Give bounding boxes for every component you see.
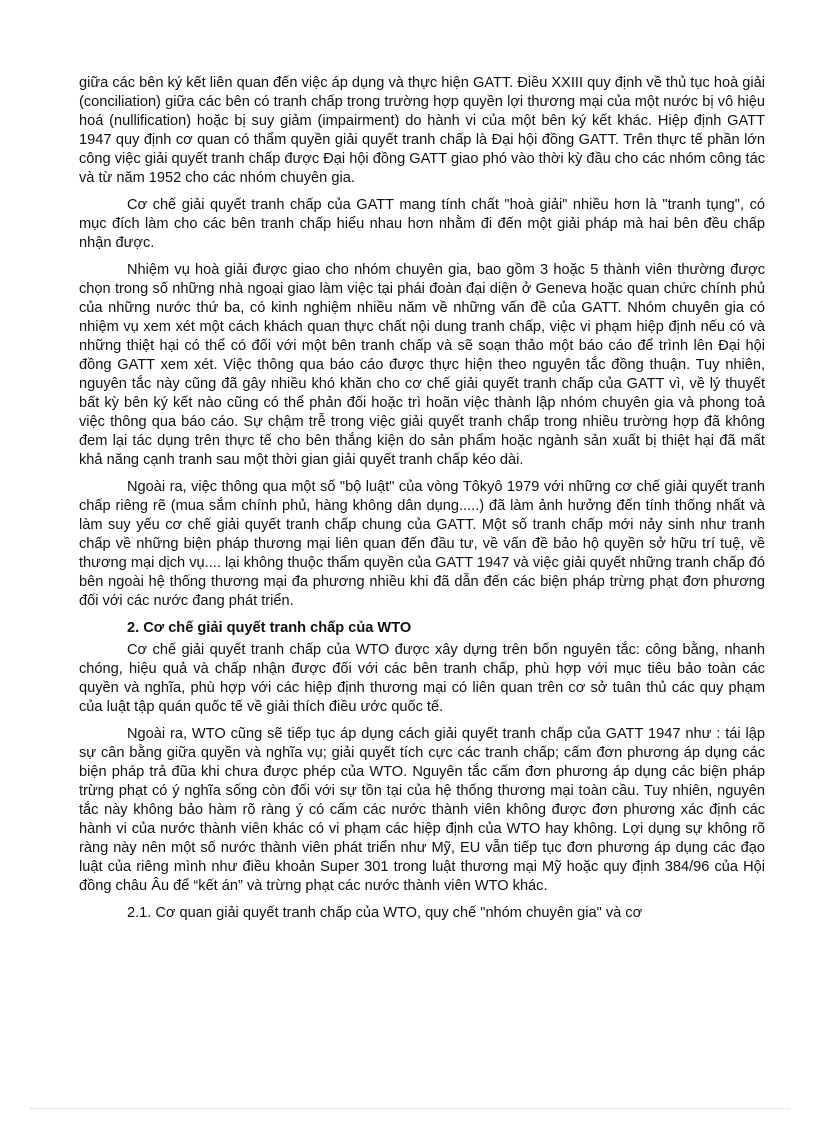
paragraph-wto-unilateral: Ngoài ra, WTO cũng sẽ tiếp tục áp dụng cách giải quyết tranh chấp của GATT 1947 như : tái lập sự cân bằng giữa quyền và nghĩa vụ; giải quyết tích cực các tranh chấp; cấm đơn phương áp dụng các biện pháp trả đũa khi chưa được phép của WTO. Nguyên tắc cấm đơn phương áp dụng các biện pháp trừng phạt có ý nghĩa sống còn đối với sự tồn tại của hệ thống thương mại toàn cầu. Tuy nhiên, nguyên tắc này không bảo hàm rõ ràng ý có cấm các nước thành viên không được đơn phương xác định các hành vi của nước thành viên khác có vi phạm các hiệp định của WTO hay không. Lợi dụng sự không rõ ràng này nên một số nước thành viên phát triển như Mỹ, EU vẫn tiếp tục đơn phương áp dụng các đạo luật của riêng mình như điều khoản Super 301 trong luật thương mại Mỹ hoặc quy định 384/96 của Hội đồng châu Âu để “kết án” và trừng phạt các nước thành viên WTO khác.	[79, 726, 765, 894]
document-page	[79, 74, 765, 931]
paragraph-expert-group: Nhiệm vụ hoà giải được giao cho nhóm chuyên gia, bao gồm 3 hoặc 5 thành viên thường được chọn trong số những nhà ngoại giao làm việc tại phái đoàn đại diện ở Geneva hoặc quan chức chính phủ của những nước thứ ba, có kinh nghiệm nhiều năm về những vấn đề của GATT. Nhóm chuyên gia có nhiệm vụ xem xét một cách khách quan thực chất nội dung tranh chấp, việc vi phạm hiệp định nếu có và những thiệt hại có thể có đối với một bên tranh chấp và sẽ soạn thảo một báo cáo để trình lên Đại hội đồng GATT xem xét. Việc thông qua báo cáo được thực hiện theo nguyên tắc đồng thuận. Tuy nhiên, nguyên tắc này cũng đã gây nhiều khó khăn cho cơ chế giải quyết tranh chấp của GATT vì, về lý thuyết bất kỳ bên ký kết nào cũng có thể phản đối hoặc trì hoãn việc thành lập nhóm chuyên gia và phong toả việc thông qua báo cáo. Sự chậm trễ trong việc giải quyết tranh chấp trong nhiều trường hợp đã không đem lại tác dụng trên thực tế cho bên thắng kiện do sản phẩm hoặc ngành sản xuất bị thiệt hại đã mất khả năng cạnh tranh sau một thời gian giải quyết tranh chấp kéo dài.	[79, 262, 765, 468]
paragraph-gatt-nature: Cơ chế giải quyết tranh chấp của GATT mang tính chất "hoà giải" nhiều hơn là "tranh tụng", có mục đích làm cho các bên tranh chấp hiểu nhau hơn nhằm đi đến một giải pháp mà hai bên đều chấp nhận được.	[79, 197, 765, 251]
page-footer-divider	[30, 1108, 790, 1109]
paragraph-wto-principles: Cơ chế giải quyết tranh chấp của WTO được xây dựng trên bốn nguyên tắc: công bằng, nhanh chóng, hiệu quả và chấp nhận được đối với các bên tranh chấp, phù hợp với mục tiêu bảo toàn các quyền và nghĩa, phù hợp với các hiệp định thương mại có liên quan trên cơ sở tuân thủ các quy phạm của luật tập quán quốc tế về giải thích điều ước quốc tế.	[79, 642, 765, 715]
paragraph-tokyo-round: Ngoài ra, việc thông qua một số "bộ luật" của vòng Tôkyô 1979 với những cơ chế giải quyết tranh chấp riêng rẽ (mua sắm chính phủ, hàng không dân dụng.....) đã làm ảnh hưởng đến tính thống nhất và làm suy yếu cơ chế giải quyết tranh chấp chung của GATT. Một số tranh chấp mới nảy sinh như tranh chấp về những biện pháp thương mại liên quan đến đầu tư, về vấn đề bảo hộ quyền sở hữu trí tuệ, về thương mại dịch vụ.... lại không thuộc thẩm quyền của GATT 1947 và việc giải quyết những tranh chấp đó bên ngoài hệ thống thương mại đa phương nhiều khi đã dẫn đến các biện pháp trừng phạt đơn phương đối với các nước đang phát triển.	[79, 479, 765, 609]
section-heading: 2. Cơ chế giải quyết tranh chấp của WTO	[127, 620, 412, 636]
paragraph-gatt-conciliation: giữa các bên ký kết liên quan đến việc áp dụng và thực hiện GATT. Điều XXIII quy định về thủ tục hoà giải (conciliation) giữa các bên có tranh chấp trong trường hợp quyền lợi thương mại của một nước bị vô hiệu hoá (nullification) hoặc bị suy giảm (impairment) do hành vi của một bên ký kết khác. Hiệp định GATT 1947 quy định cơ quan có thẩm quyền giải quyết tranh chấp là Đại hội đồng GATT. Trên thực tế phần lớn công việc giải quyết tranh chấp được Đại hội đồng GATT giao phó vào thời kỳ đầu cho các nhóm công tác và từ năm 1952 cho các nhóm chuyên gia.	[79, 75, 765, 186]
paragraph-subsection-start: 2.1. Cơ quan giải quyết tranh chấp của WTO, quy chế "nhóm chuyên gia" và cơ	[127, 905, 643, 921]
